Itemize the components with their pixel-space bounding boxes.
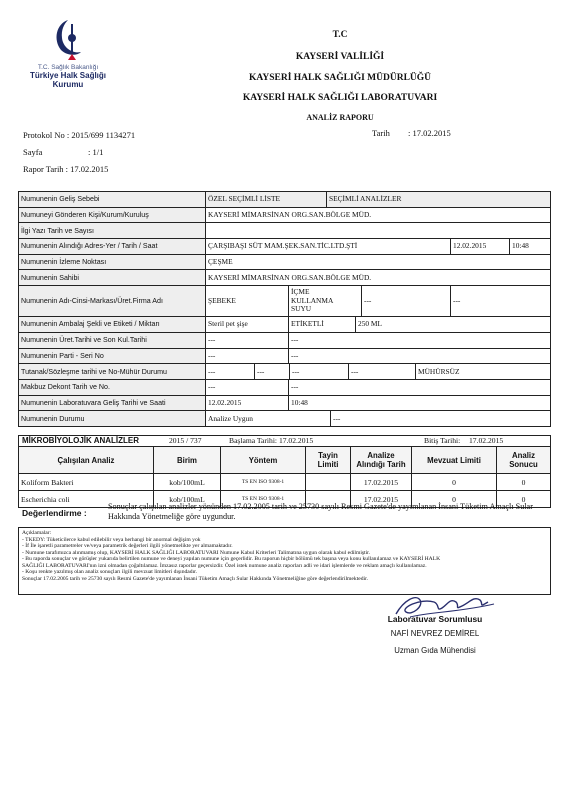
row-value: --- (453, 296, 461, 306)
row-value (206, 223, 551, 239)
note-line: - TKEDY: Tüketicilerce kabul edilebilir veya herhangi bir anormal değişim yok (22, 536, 201, 543)
analysis-method: TS EN ISO 9308-1 (221, 491, 306, 508)
protokol-no: Protokol No : 2015/699 1134271 (23, 130, 136, 140)
row-value: İÇME KULLANMA SUYU (289, 286, 362, 316)
analysis-method: TS EN ISO 9308-1 (221, 474, 306, 491)
tarih-value: : 17.02.2015 (408, 128, 451, 138)
note-line: - Koşu renkte yazılmış olan analiz sonuçları ilgili mevzuat limitleri dışındadır. (22, 569, 198, 575)
seal-status: MÜHÜRSÜZ (418, 366, 460, 376)
row-value: --- (255, 364, 290, 379)
table-row (19, 254, 551, 270)
logo-line-2: Türkiye Halk Sağlığı (29, 71, 107, 80)
table-row (19, 286, 551, 317)
table-row (19, 317, 551, 333)
row-label: Makbuz Dekont Tarih ve No. (19, 379, 206, 395)
row-value: 12.02.2015 (206, 396, 289, 411)
column-header: Analiz Sonucu (497, 447, 551, 474)
row-label: Numunenin Durumu (19, 411, 206, 427)
note-line: - Bu raporda sonuçlar ve görüşler yukarıda belirtilen numune ve deneyi yapılan numune için geçerlidir. Bu raporun hiçbir bölümü tek başına veya konu kullanılamaz ve KAYSERİ HALK (22, 556, 441, 562)
table-row (19, 411, 551, 427)
sample-info-table (18, 191, 551, 427)
table-row (19, 474, 551, 491)
logo-line-3: Kurumu (52, 80, 84, 89)
row-label: Numunenin Parti - Seri No (19, 348, 206, 364)
row-value: --- (206, 333, 289, 348)
row-label: İlgi Yazı Tarih ve Sayısı (19, 223, 206, 239)
table-row (19, 270, 551, 286)
column-header: Çalışılan Analiz (19, 447, 154, 474)
header-line-3: KAYSERİ HALK SAĞLIĞI LABORATUVARI (242, 93, 438, 103)
row-value: --- (333, 413, 341, 423)
table-header-row (19, 447, 551, 474)
analysis-date: 17.02.2015 (351, 491, 412, 508)
mikro-no: 2015 / 737 (169, 436, 202, 445)
row-value: Steril pet şişe (206, 317, 289, 332)
rapor-tarih: Rapor Tarih : 17.02.2015 (23, 164, 109, 174)
analysis-table (18, 446, 551, 508)
row-value: --- (349, 364, 416, 379)
analysis-unit: kob/100mL (154, 474, 221, 491)
row-value: ÖZEL SEÇİMLİ LİSTE (206, 192, 327, 207)
column-header: Yöntem (221, 447, 306, 474)
row-value: 12.02.2015 (451, 239, 510, 254)
row-label: Numunenin Geliş Sebebi (19, 192, 206, 208)
note-line: - İf İle işaretli parametreler ve/veya parametrik değerleri ilgili yönetmelikte yer almamaktadır. (22, 543, 233, 549)
column-header: Mevzuat Limiti (412, 447, 497, 474)
mikro-start: Başlama Tarihi: 17.02.2015 (229, 436, 314, 445)
crescent-star-icon (47, 16, 89, 62)
table-row (19, 395, 551, 411)
row-value: --- (206, 364, 255, 379)
row-value: ETİKETLİ (289, 317, 356, 332)
row-label: Numunenin Adı-Cinsi-Markası/Üret.Firma Adı (19, 286, 206, 317)
table-row (19, 207, 551, 223)
row-label: Numunenin Ambalaj Şekli ve Etiketi / Miktarı (19, 317, 206, 333)
degerlendirme-text: Sonuçlar çalışılan analizler yönünden 17.02.2005 tarih ve 25730 sayılı Resmi Gazete'de yayımlanan İnsani Tüketim Amaçlı Sular Hakkında Yönetmeliğe göre uygundur. (108, 502, 533, 521)
row-value: --- (206, 349, 289, 364)
mikro-end-label: Bitiş Tarihi: (424, 436, 461, 445)
analysis-result: 0 (497, 474, 551, 491)
row-value: --- (362, 286, 451, 316)
column-header: Birim (154, 447, 221, 474)
header-line-2: KAYSERİ HALK SAĞLIĞI MÜDÜRLÜĞÜ (248, 73, 432, 83)
row-value: 10:48 (291, 397, 308, 407)
row-label: Numunenin Alındığı Adres-Yer / Tarih / Saat (19, 239, 206, 255)
analysis-mevzuat: 0 (412, 491, 497, 508)
analysis-limit (306, 474, 351, 491)
row-label: Numunenin Sahibi (19, 270, 206, 286)
header-line-4: ANALİZ RAPORU (306, 113, 374, 122)
analysis-unit: kob/100mL (154, 491, 221, 508)
table-row (19, 239, 551, 255)
sayfa-label: Sayfa (23, 147, 43, 157)
row-value: --- (291, 335, 299, 345)
sayfa-value: : 1/1 (88, 147, 104, 157)
row-value: --- (206, 380, 289, 395)
row-label: Numunenin İzleme Noktası (19, 254, 206, 270)
row-value: SEÇİMLİ ANALİZLER (329, 194, 402, 204)
note-line: SAĞLIĞI LABORATUVARI'nın izni olmadan çoğaltılamaz. İmzasız raporlar geçersizdir. Özel istek numune analiz raporları adli ve idari işlemlerde ve reklam amaçlı kullanılamaz. (22, 562, 427, 569)
row-value: ÇARŞIBAŞI SÜT MAM.ŞEK.SAN.TİC.LTD.ŞTİ (206, 239, 451, 254)
row-label: Numuneyi Gönderen Kişi/Kurum/Kuruluş (19, 207, 206, 223)
row-label: Tutanak/Sözleşme tarihi ve No-Mühür Durumu (19, 364, 206, 380)
row-value: KAYSERİ MİMARSİNAN ORG.SAN.BÖLGE MÜD. (206, 270, 551, 286)
logo-line-1: T.C. Sağlık Bakanlığı (37, 64, 99, 71)
note-line: Sonuçlar 17.02.2005 tarih ve 25730 sayılı Resmi Gazete'de yayımlanan İnsani Tüketim Amaçlı Sular Hakkında Yönetmeliğine göre değerlendirilmektedir. (22, 575, 369, 582)
table-row (19, 364, 551, 380)
row-value: Analize Uygun (206, 411, 331, 426)
header-line-1: KAYSERİ VALİLİĞİ (295, 52, 385, 62)
table-row (19, 223, 551, 239)
table-row (19, 192, 551, 208)
analysis-result: 0 (497, 491, 551, 508)
row-value: ÇEŞME (206, 254, 551, 270)
analysis-name: Escherichia coli (19, 491, 154, 508)
row-value: 10:48 (512, 241, 529, 251)
table-row (19, 348, 551, 364)
analysis-name: Koliform Bakteri (19, 474, 154, 491)
row-value: --- (291, 382, 299, 392)
signature-name: NAFİ NEVREZ DEMİREL (390, 629, 480, 638)
row-value: --- (291, 350, 299, 360)
signature-role: Uzman Gıda Mühendisi (394, 646, 476, 655)
notes-title: Açıklamalar: (22, 530, 52, 536)
degerlendirme-label: Değerlendirme : (22, 508, 87, 518)
row-value: --- (290, 364, 349, 379)
column-header: Analize Alındığı Tarih (351, 447, 412, 474)
note-line: - Numune tarafımızca alınmamış olup, KAYSERİ HALK SAĞLIĞI LABORATUVARI Numune Kabul Kriterleri Talimatına uygun olarak kabul edilmiştir. (22, 549, 371, 556)
row-label: Numunenin Üret.Tarihi ve Son Kul.Tarihi (19, 332, 206, 348)
analysis-mevzuat: 0 (412, 474, 497, 491)
table-row (19, 379, 551, 395)
analysis-date: 17.02.2015 (351, 474, 412, 491)
notes-box (18, 527, 551, 595)
column-header: Tayin Limiti (306, 447, 351, 474)
mikro-end-value: 17.02.2015 (469, 436, 504, 445)
row-value: KAYSERİ MİMARSİNAN ORG.SAN.BÖLGE MÜD. (206, 207, 551, 223)
table-row (19, 332, 551, 348)
row-label: Numunenin Laboratuvara Geliş Tarihi ve Saati (19, 395, 206, 411)
row-value: ŞEBEKE (206, 286, 289, 316)
ministry-logo (14, 16, 122, 89)
tarih-label: Tarih (372, 128, 390, 138)
signature-title: Laboratuvar Sorumlusu (387, 614, 483, 624)
header-tc: T.C (332, 30, 348, 40)
mikro-title: MİKROBİYOLOJİK ANALİZLER (22, 436, 140, 445)
row-value: 250 ML (358, 319, 383, 329)
